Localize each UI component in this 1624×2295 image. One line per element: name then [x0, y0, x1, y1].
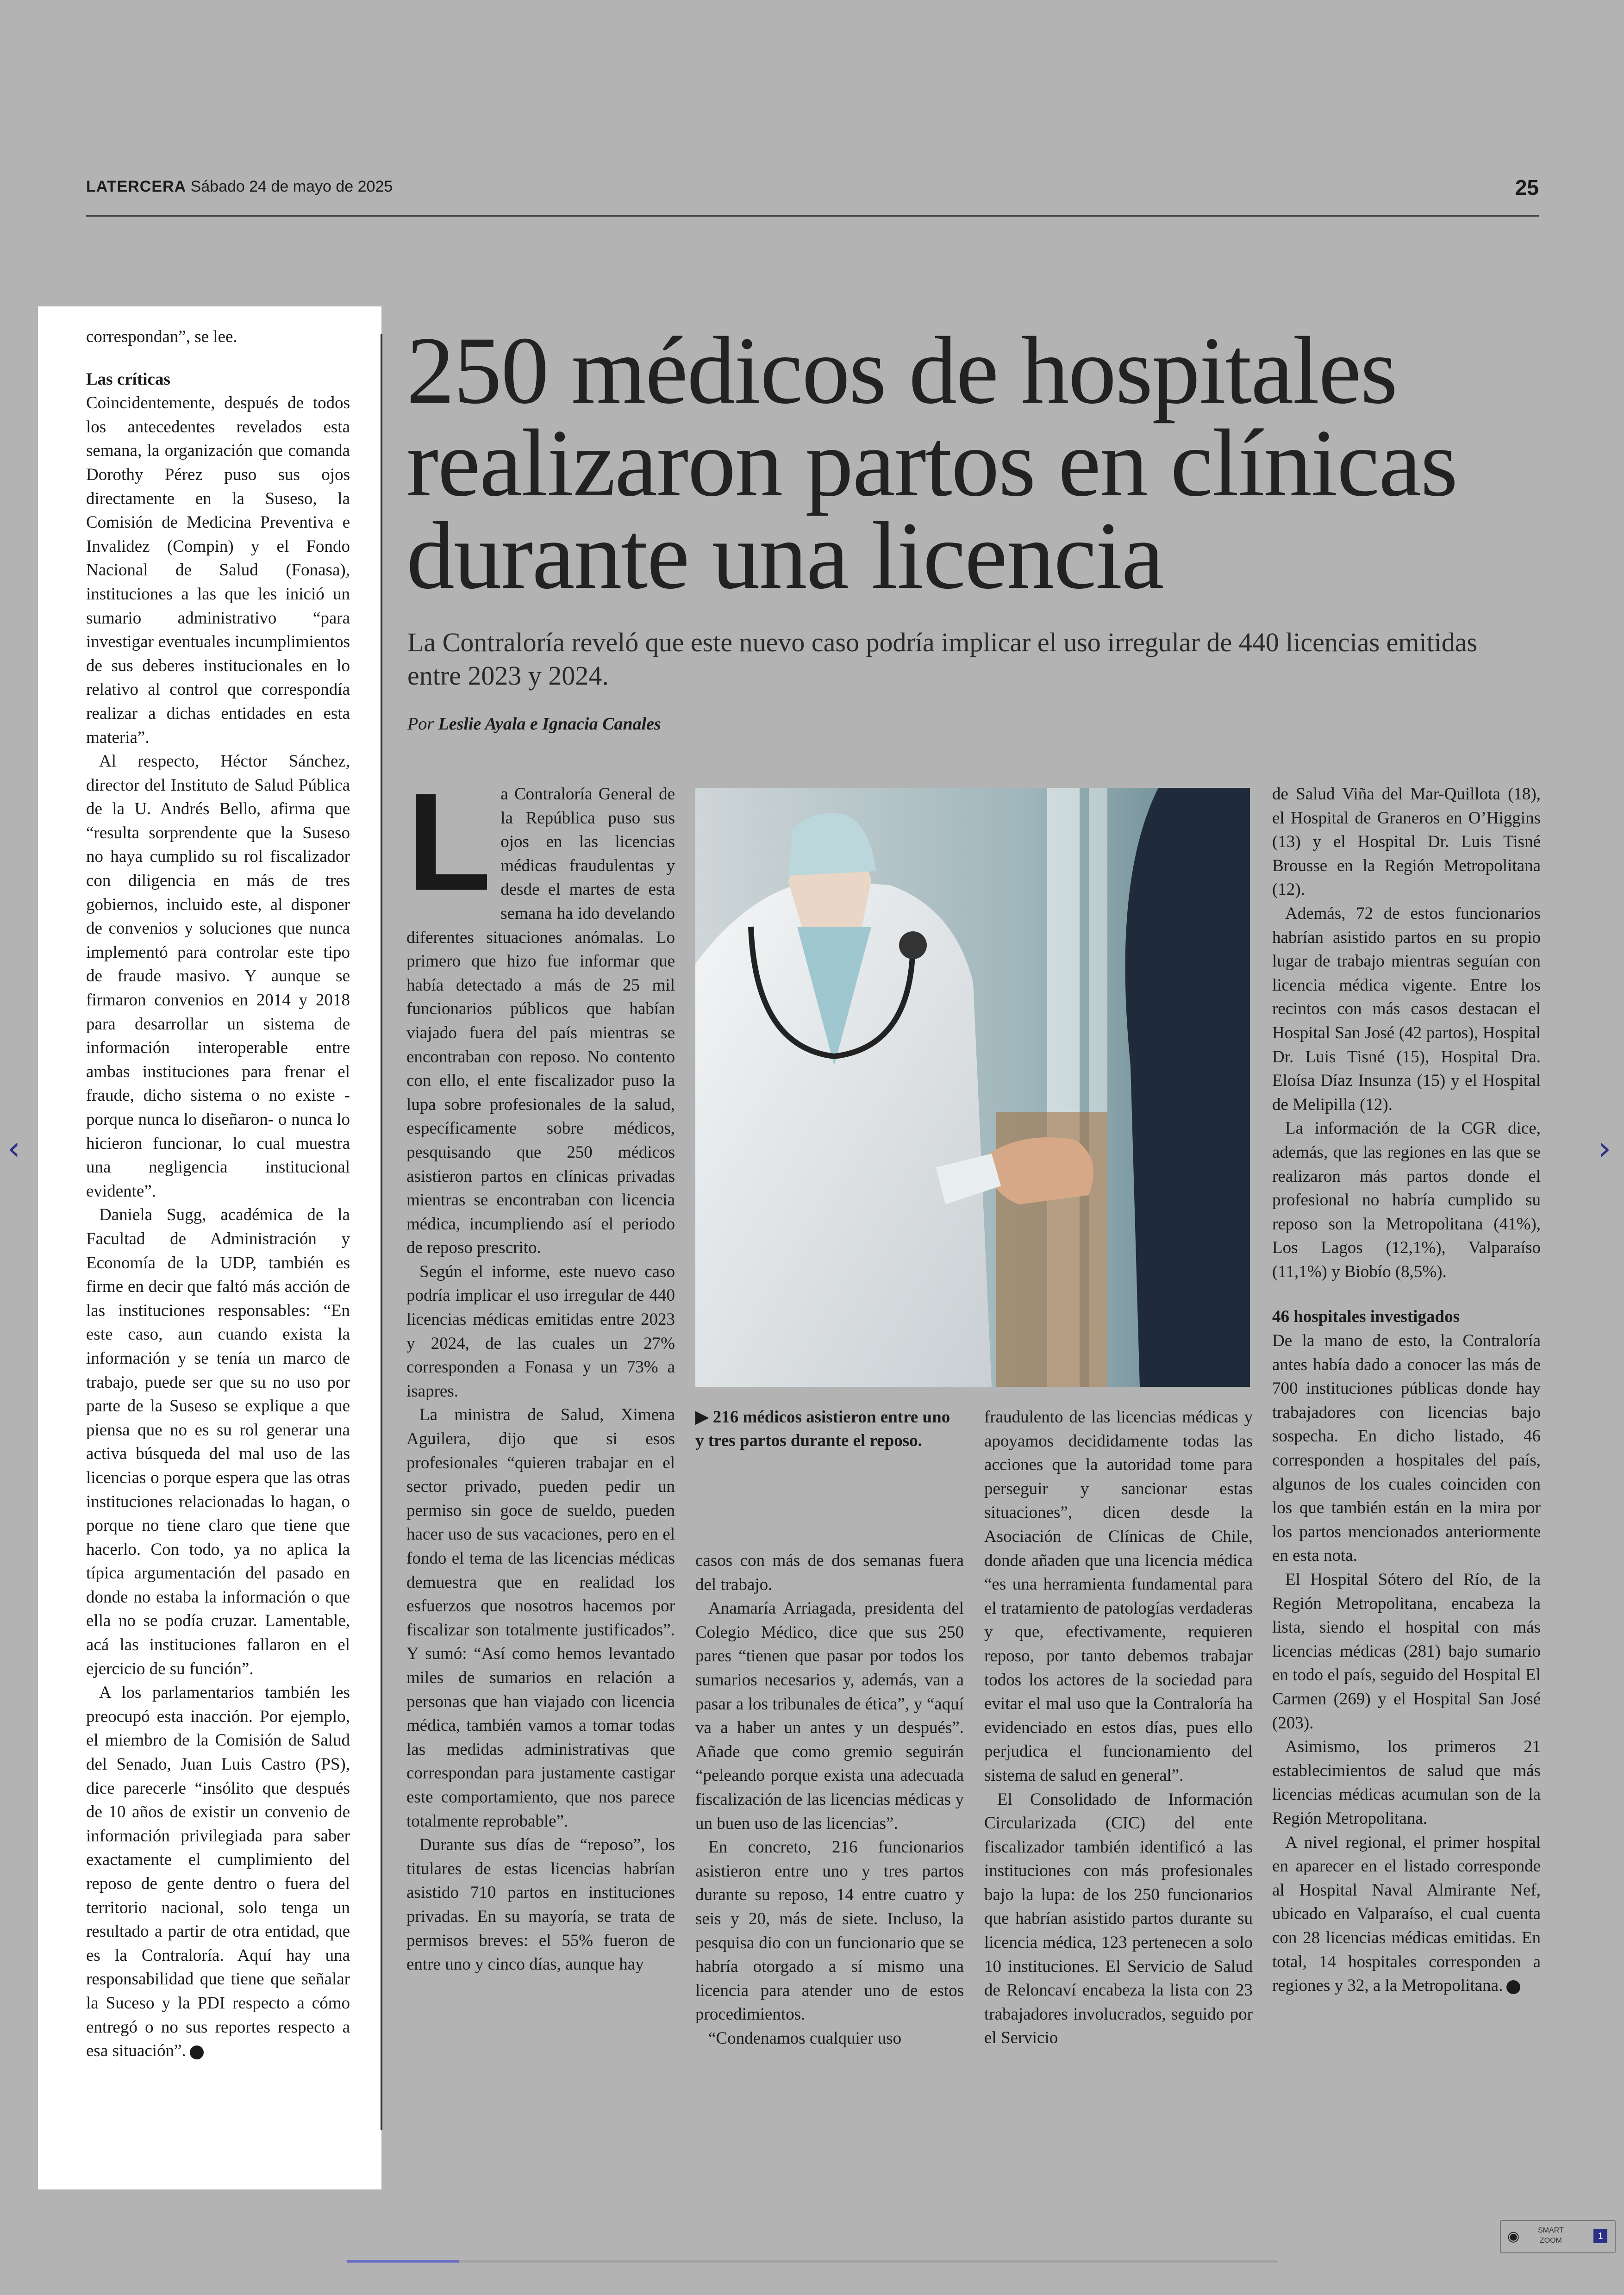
article-photo-handshake [695, 788, 1250, 1387]
paragraph [86, 1681, 350, 2063]
issue-date: Sábado 24 de mayo de 2025 [190, 178, 393, 195]
paragraph: Al respecto, Héctor Sánchez, director del Instituto de Salud Pública de la U. Andrés Bello, afirma que “resulta sorprendente que la Suseso no haya cumplido su rol fiscalizador con diligencia en más de tres gobiernos, incluido este, al disponer de convenios y soluciones que nunca implementó para controlar este tipo de fraude masivo. Y aunque se firmaron convenios en 2014 y 2018 para desarrollar un sistema de información interoperable entre ambas instituciones para frenar el fraude, dicho sistema o no existe -porque nunca lo diseñaron- o nunca lo hicieron funcionar, lo cual muestra una negligencia institucional evidente”. [86, 752, 350, 1201]
zoom-label-line1: SMART [1538, 2226, 1564, 2234]
lead-paragraph [406, 764, 675, 1260]
headline: 250 médicos de hospitales realizaron partos en clínicas durante una licencia [406, 317, 1457, 609]
previous-article-panel [38, 306, 381, 2189]
page-progress-fill [347, 2260, 459, 2263]
page-header [86, 175, 1539, 217]
paragraph: De la mano de esto, la Contraloría antes había dado a conocer las más de 700 instituciones públicas donde hay trabajadores con licencias bajo sospecha. En dicho listado, 46 corresponden a hospitales del país, algunos de los cuales coinciden con los que también están en la mira por los partos mencionados anteriormente en esta nota. [1272, 1331, 1541, 1565]
drop-cap: L [406, 764, 492, 919]
smart-zoom-label [1538, 2226, 1564, 2246]
article-column-2 [695, 1549, 964, 2050]
paragraph: Según el informe, este nuevo caso podría implicar el uso irregular de 440 licencias médicas emitidas entre 2023 y 2024, de las cuales un 27% corresponden a Fonasa y un 73% a isapres. [406, 1262, 675, 1401]
paragraph: Anamaría Arriagada, presidenta del Colegio Médico, dice que sus 250 pares “tienen que pasar por todos los sumarios necesarios y, además, van a pasar a los tribunales de ética”, y “aquí va a haber un antes y un después”. Añade que como gremio seguirán “peleando porque exista una adecuada fiscalización de las licencias médicas y un buen uso de las licencias”. [695, 1599, 964, 1833]
end-mark-icon [190, 2046, 204, 2059]
paragraph: Durante sus días de “reposo”, los titulares de estas licencias habrían asistido 710 partos en instituciones privadas. En su mayoría, se trata de permisos breves: el 55% fueron de entre uno y cinco días, aunque hay [406, 1835, 675, 1974]
previous-article-column [86, 325, 350, 2063]
smart-zoom-button[interactable] [1500, 2220, 1616, 2253]
paragraph: “Condenamos cualquier uso [708, 2028, 902, 2048]
paragraph: casos con más de dos semanas fuera del trabajo. [695, 1551, 964, 1594]
paragraph: Daniela Sugg, académica de la Facultad de Administración y Economía de la UDP, también es firme en decir que faltó más acción de las instituciones responsables: “En este caso, aun cuando exista la información y se tenía un marco de trabajo, puede ser que su no uso por parte de la Suseso se explique a que piensa que no es su rol generar una activa búsqueda del mal uso de las licencias o porque espera que las otras instituciones relacionadas lo hagan, o porque no tiene claro que tiene que hacerlo. Con todo, ya no aplica la típica argumentación del pasado en donde no estaba la información o que ella no se podía cruzar. Lamentable, acá las instituciones fallaron en el ejercicio de su función”. [86, 1205, 350, 1678]
paragraph [1272, 1831, 1541, 1998]
eye-icon: ◉ [1507, 2229, 1520, 2244]
photo-illustration [695, 788, 1250, 1387]
brand-name: LATERCERA [86, 178, 187, 195]
paragraph: Asimismo, los primeros 21 establecimientos de salud que más licencias médicas acumulan son de la Región Metropolitana. [1272, 1737, 1541, 1828]
article-column-3 [984, 1405, 1253, 2050]
byline [407, 714, 661, 734]
paragraph: El Hospital Sótero del Río, de la Región Metropolitana, encabeza la lista, siendo el hospital con más licencias médicas (281) bajo sumario en todo el país, seguido del Hospital El Carmen (269) y el Hospital San José (203). [1272, 1570, 1541, 1733]
column-rule [381, 334, 382, 2130]
paragraph: correspondan”, se lee. [86, 327, 237, 346]
paragraph: La ministra de Salud, Ximena Aguilera, dijo que si esos profesionales “quieren trabajar en el sector privado, pueden pedir un permiso sin goce de sueldo, pueden hacer uso de sus vacaciones, pero en el fondo el tema de las licencias médicas demuestra que en realidad los esfuerzos que nosotros hacemos por fiscalizar son totalmente justificados”. Y sumó: “Así como hemos levantado miles de sumarios en relación a personas que han viajado con licencia médica, también vamos a tomar todas las medidas administrativas que correspondan para justamente castigar este comportamiento, que nos parece totalmente reprobable”. [406, 1405, 675, 1831]
article-column-1 [406, 764, 675, 1977]
photo-caption: ▶ 216 médicos asistieron entre uno y tres partos durante el reposo. [695, 1408, 950, 1450]
byline-prefix: Por [407, 714, 434, 734]
paragraph: El Consolidado de Información Circularizada (CIC) del ente fiscalizador también identificó a las instituciones con más profesionales bajo la lupa: de los 250 funcionarios que habrían asistido partos durante su licencia médica, 123 pertenecen a solo 10 instituciones. El Servicio de Salud de Reloncaví encabeza la lista con 23 trabajadores involucrados, seguido por el Servicio [984, 1790, 1253, 2048]
next-page-chevron-icon[interactable]: › [1598, 1129, 1611, 1167]
masthead [86, 178, 393, 196]
end-mark-icon [1506, 1980, 1520, 1994]
article-column-4 [1272, 782, 1541, 1998]
section-subhead: 46 hospitales investigados [1272, 1307, 1460, 1327]
lead-text: a Contraloría General de la República puso sus ojos en las licencias médicas fraudulentas y desde el martes de esta semana ha ido develando diferentes situaciones anómalas. Lo primero que hizo fue informar que había detectado a más de 25 mil funcionarios públicos que habían viajado fuera del país mientras se encontraban con reposo. No contento con ello, el ente fiscalizador puso la lupa sobre profesionales de la salud, específicamente sobre médicos, pesquisando que 250 médicos asistieron partos en clínicas privadas mientras se encontraban con licencia médica, incumpliendo así el periodo de reposo prescrito. [406, 785, 675, 1258]
paragraph: En concreto, 216 funcionarios asistieron entre uno y tres partos durante su reposo, 14 entre cuatro y seis y 20, más de siete. Incluso, la pesquisa dio con un funcionario que se habría otorgado a sí mismo una licencia para atender uno de estos procedimientos. [695, 1838, 964, 2024]
paragraph: fraudulento de las licencias médicas y apoyamos decididamente todas las acciones que la autoridad tome para perseguir y sancionar estas situaciones”, dicen desde la Asociación de Clínicas de Chile, donde añaden que una licencia médica “es una herramienta fundamental para el tratamiento de patologías verdaderas y que, efectivamente, requieren reposo, por tanto debemos trabajar todos los actores de la sociedad para evitar el mal uso que la Contraloría ha evidenciado en estos días, pues ello perjudica el funcionamiento del sistema de salud en general”. [984, 1408, 1253, 1785]
page-number: 25 [1515, 175, 1539, 200]
paragraph: Además, 72 de estos funcionarios habrían asistido partos en su propio lugar de trabajo mientras seguían con licencia médica vigente. Entre los recintos con más casos destacan el Hospital San José (42 partos), Hospital Dr. Luis Tisné (15), Hospital Dra. Eloísa Díaz Insunza (15) y el Hospital de Melipilla (12). [1272, 904, 1541, 1114]
paragraph: Coincidentemente, después de todos los antecedentes revelados esta semana, la organización que comanda Dorothy Pérez puso sus ojos directamente en la Suseso, la Comisión de Medicina Preventiva e Invalidez (Compin) y el Fondo Nacional de Salud (Fonasa), instituciones a las que les inició un sumario administrativo “para investigar eventuales incumplimientos de sus deberes institucionales en lo relativo al control que correspondía realizar a dichas entidades en esta materia”. [86, 393, 350, 747]
byline-authors: Leslie Ayala e Ignacia Canales [438, 714, 661, 734]
paragraph-text: A nivel regional, el primer hospital en aparecer en el listado corresponde al Hospital Naval Almirante Nef, ubicado en Valparaíso, el cual cuenta con 28 licencias médicas emitidas. En total, 14 hospitales corresponden a regiones y 32, a la Metropolitana. [1272, 1833, 1541, 1996]
previous-page-chevron-icon[interactable]: ‹ [7, 1129, 20, 1167]
zoom-label-line2: ZOOM [1539, 2237, 1562, 2245]
paragraph: La información de la CGR dice, además, que las regiones en las que se realizaron más partos donde el profesional no habría cumplido su reposo son la Metropolitana (41%), Los Lagos (12,1%), Valparaíso (11,1%) y Biobío (8,5%). [1272, 1119, 1541, 1281]
deck: La Contraloría reveló que este nuevo caso podría implicar el uso irregular de 440 licencias emitidas entre 2023 y 2024. [407, 627, 1478, 691]
section-subhead: Las críticas [86, 369, 170, 389]
page-progress-bar[interactable] [347, 2260, 1278, 2263]
paragraph-text: A los parlamentarios también les preocupó esta inacción. Por ejemplo, el miembro de la Comisión de Salud del Senado, Juan Luis Castro (PS), dice parecerle “insólito que después de 10 años de existir un convenio de información privilegiada para saber exactamente el cumplimiento del reposo de gente dentro o fuera del territorio nacional, solo tenga un resultado a partir de otra entidad, que es la Contraloría. Aquí hay una responsabilidad que tiene que señalar la Suceso y la PDI respecto a cómo entregó o no sus reportes respecto a esa situación”. [86, 1683, 350, 2061]
paragraph: de Salud Viña del Mar-Quillota (18), el Hospital de Graneros en O’Higgins (13) y el Hospital Dr. Luis Tisné Brousse en la Región Metropolitana (12). [1272, 785, 1541, 899]
zoom-level-badge: 1 [1593, 2229, 1607, 2243]
